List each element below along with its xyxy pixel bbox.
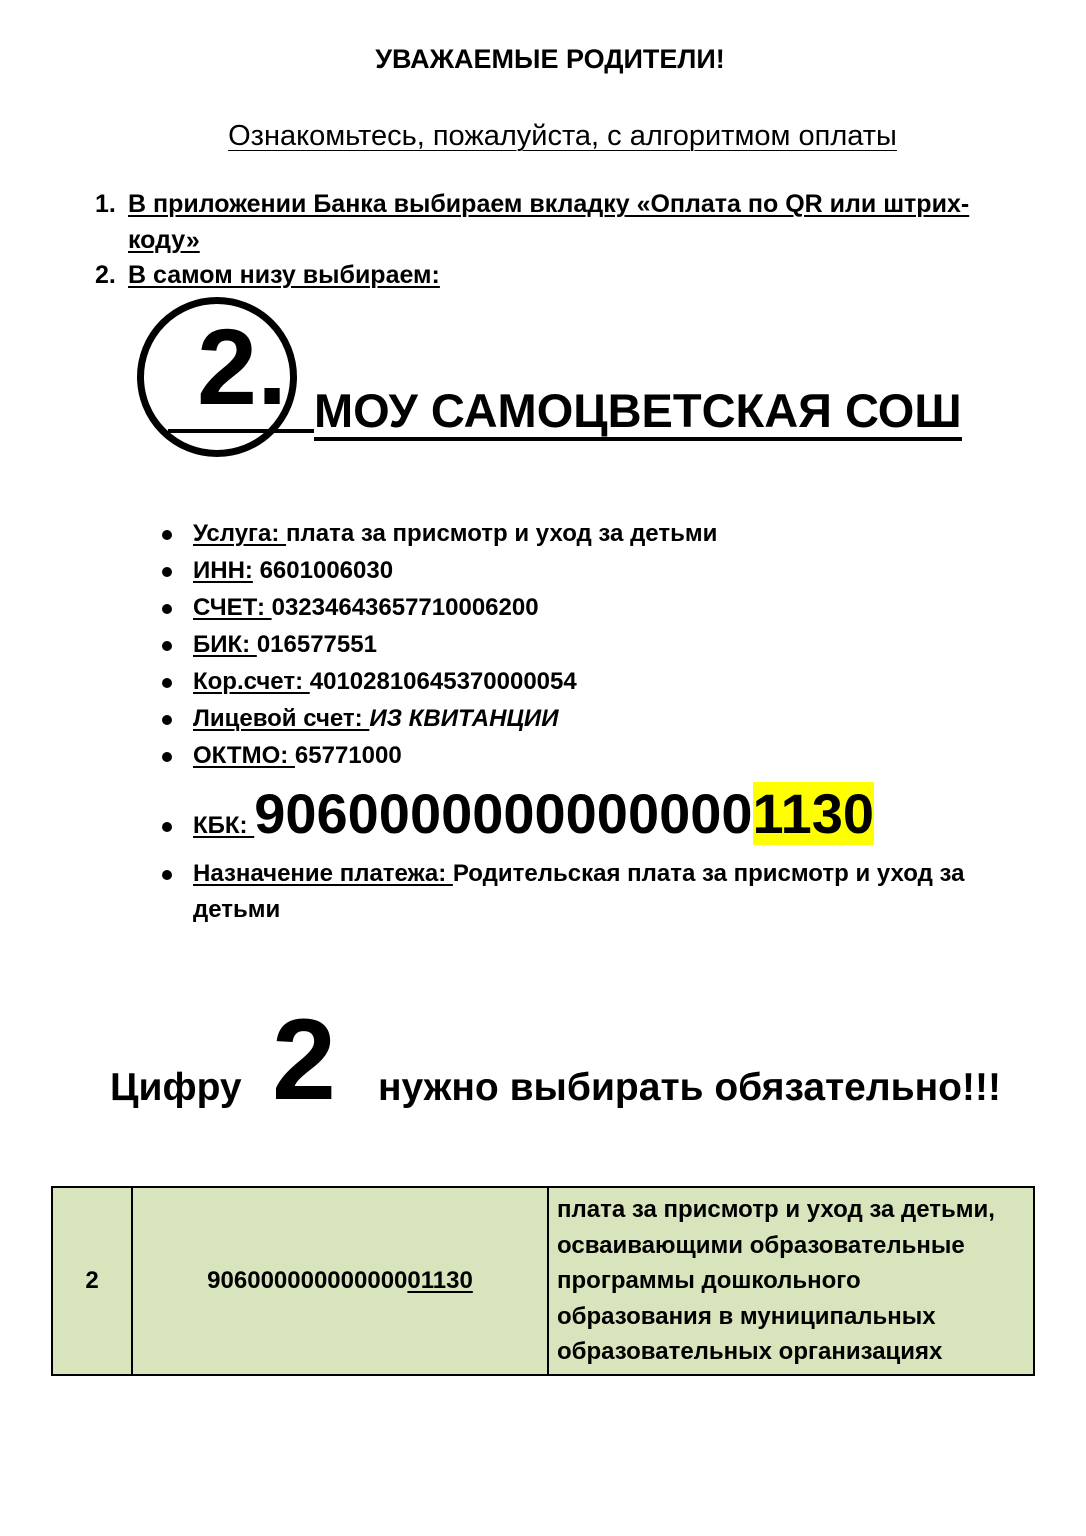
school-name: МОУ САМОЦВЕТСКАЯ СОШ [314, 385, 962, 441]
bullet-icon [162, 678, 172, 688]
table-row [52, 1187, 1034, 1375]
kbk-table [51, 1186, 1035, 1376]
detail-value: ИЗ КВИТАНЦИИ [369, 705, 559, 732]
bullet-icon [162, 567, 172, 577]
page-title: УВАЖАЕМЫЕ РОДИТЕЛИ! [375, 44, 725, 74]
detail-label: СЧЕТ: [193, 594, 272, 621]
table-cell-num: 2 [52, 1187, 132, 1375]
detail-label: КБК: [193, 812, 255, 839]
kbk-main: 9060000000000000 [254, 782, 753, 845]
reminder-word1: Цифру [110, 1066, 242, 1109]
detail-value: Родительская плата за присмотр и уход за [452, 860, 965, 887]
detail-oktmo [193, 738, 402, 774]
detail-personal-account [193, 701, 558, 737]
reminder-word2: нужно выбирать обязательно!!! [378, 1066, 1001, 1109]
detail-bik [193, 627, 377, 663]
detail-value: плата за присмотр и уход за детьми [286, 520, 718, 547]
step-2 [95, 257, 1055, 293]
detail-value: 65771000 [294, 742, 402, 769]
step-text-line2: коду» [128, 226, 200, 254]
detail-inn [193, 553, 393, 589]
school-underline-lead [168, 385, 314, 433]
step-1 [95, 186, 1055, 258]
detail-label: Услуга: [193, 520, 287, 547]
detail-label: ИНН: [193, 557, 253, 584]
school-number: 2. [197, 306, 288, 427]
step-text-line1: В приложении Банка выбираем вкладку «Оплата по QR или штрих- [128, 190, 970, 218]
detail-label: Назначение платежа: [193, 860, 453, 887]
bullet-icon [162, 530, 172, 540]
detail-value: 6601006030 [252, 557, 394, 584]
table-kbk-main: 906000000000000 [207, 1266, 408, 1294]
table-cell-desc [548, 1187, 1034, 1375]
step-number: 1. [95, 190, 116, 218]
detail-label: БИК: [193, 631, 257, 658]
kbk-highlight: 1130 [752, 782, 875, 845]
step-number: 2. [95, 261, 116, 289]
bullet-icon [162, 752, 172, 762]
detail-account [193, 590, 539, 626]
bullet-icon [162, 604, 172, 614]
table-desc-line: осваивающими образовательные [557, 1231, 965, 1259]
school-line [168, 385, 962, 441]
bullet-icon [162, 870, 172, 880]
detail-value: 40102810645370000054 [309, 668, 577, 695]
table-desc-line: плата за присмотр и уход за детьми, [557, 1196, 995, 1223]
detail-purpose [193, 856, 964, 892]
detail-label: Кор.счет: [193, 668, 310, 695]
table-desc-line: программы дошкольного [557, 1267, 861, 1294]
kbk-number [254, 782, 874, 845]
detail-label: ОКТМО: [193, 742, 295, 769]
page-subtitle: Ознакомьтесь, пожалуйста, с алгоритмом оплаты [228, 120, 897, 152]
table-desc-line: образования в муниципальных [557, 1302, 936, 1330]
detail-kbk [193, 784, 874, 856]
step-text-line1: В самом низу выбираем: [128, 261, 440, 289]
detail-corr-account [193, 664, 577, 700]
bullet-icon [162, 715, 172, 725]
detail-value: 03234643657710006200 [271, 594, 539, 621]
reminder [0, 996, 1086, 1124]
bullet-icon [162, 641, 172, 651]
detail-label: Лицевой счет: [193, 705, 370, 732]
detail-purpose-cont: детьми [193, 896, 281, 923]
table-cell-kbk [132, 1187, 548, 1375]
detail-value: 016577551 [256, 631, 377, 658]
table-kbk-tail: 01130 [407, 1266, 473, 1294]
bullet-icon [162, 822, 172, 832]
detail-service [193, 516, 717, 552]
table-desc-line: образовательных организациях [557, 1338, 943, 1365]
reminder-digit: 2 [272, 996, 336, 1124]
